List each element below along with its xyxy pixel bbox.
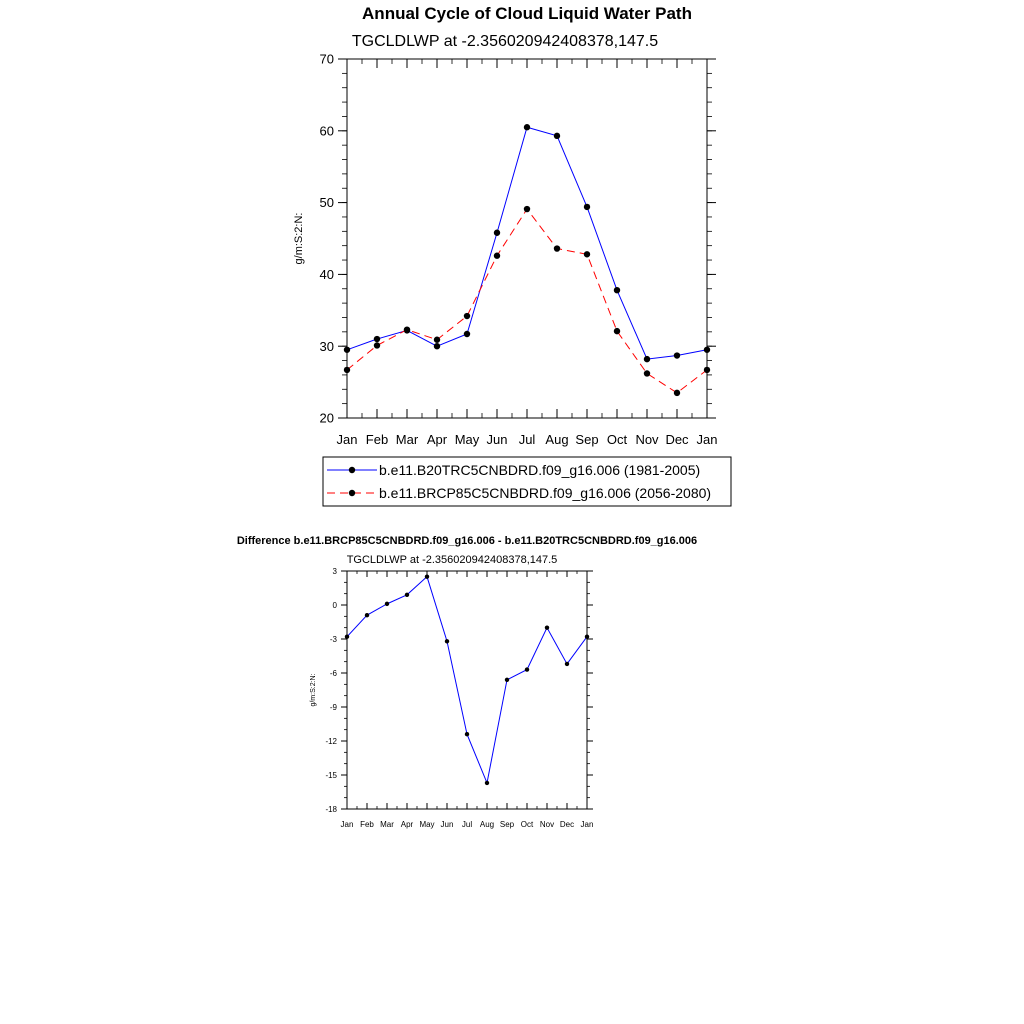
- data-point: [704, 367, 710, 373]
- data-point: [614, 287, 620, 293]
- data-point: [644, 356, 650, 362]
- data-point: [494, 230, 500, 236]
- data-point: [445, 639, 449, 643]
- x-tick-label: Jun: [486, 432, 508, 447]
- difference-chart: [310, 567, 593, 829]
- x-tick-label: Aug: [545, 432, 569, 447]
- x-tick-label: Feb: [360, 820, 374, 829]
- y-tick-label: 40: [319, 266, 334, 282]
- data-point: [554, 133, 560, 139]
- series-line-1: [347, 577, 587, 783]
- x-tick-label: Feb: [365, 432, 389, 447]
- annual-cycle-chart: [293, 52, 717, 447]
- data-point: [524, 206, 530, 212]
- y-tick-label: 3: [332, 566, 337, 576]
- data-point: [704, 347, 710, 353]
- x-tick-label: May: [419, 820, 435, 829]
- y-tick-label: -9: [329, 702, 337, 712]
- data-point: [644, 370, 650, 376]
- x-tick-label: Oct: [520, 820, 534, 829]
- data-point: [425, 574, 429, 578]
- data-point: [485, 781, 489, 785]
- data-point: [674, 390, 680, 396]
- x-tick-label: Sep: [575, 432, 599, 447]
- data-point: [434, 337, 440, 343]
- x-tick-label: Aug: [479, 820, 495, 829]
- data-point: [584, 251, 590, 257]
- y-tick-label: -18: [325, 804, 337, 814]
- data-point: [585, 635, 589, 639]
- y-tick-label: -6: [329, 668, 337, 678]
- data-point: [464, 331, 470, 337]
- x-tick-label: Oct: [606, 432, 628, 447]
- data-point: [405, 593, 409, 597]
- x-tick-label: Apr: [426, 432, 448, 447]
- data-point: [614, 328, 620, 334]
- main-chart-title: Annual Cycle of Cloud Liquid Water Path: [362, 4, 692, 23]
- data-point: [674, 352, 680, 358]
- plot-frame: [347, 59, 707, 418]
- y-tick-label: 0: [332, 600, 337, 610]
- y-tick-label: -15: [325, 770, 337, 780]
- legend-label-2: b.e11.BRCP85C5CNBDRD.f09_g16.006 (2056-2080): [379, 485, 712, 501]
- y-tick-label: 30: [319, 338, 334, 354]
- x-tick-label: May: [454, 432, 480, 447]
- legend-label-1: b.e11.B20TRC5CNBDRD.f09_g16.006 (1981-2005): [379, 462, 701, 478]
- y-tick-label: 70: [319, 51, 334, 67]
- data-point: [404, 326, 410, 332]
- data-point: [464, 313, 470, 319]
- data-point: [584, 204, 590, 210]
- data-point: [465, 732, 469, 736]
- x-tick-label: Sep: [499, 820, 515, 829]
- data-point: [344, 367, 350, 373]
- x-tick-label: Nov: [539, 820, 555, 829]
- data-point: [434, 343, 440, 349]
- data-point: [545, 625, 549, 629]
- data-point: [344, 347, 350, 353]
- series-line-1: [347, 127, 707, 359]
- y-tick-label: 50: [319, 195, 334, 211]
- y-tick-label: 60: [319, 123, 334, 139]
- difference-chart-title: Difference b.e11.BRCP85C5CNBDRD.f09_g16.006 - b.e11.B20TRC5CNBDRD.f09_g16.006: [236, 535, 698, 547]
- x-tick-label: Jul: [461, 820, 473, 829]
- x-tick-label: Jan: [336, 432, 358, 447]
- data-point: [365, 613, 369, 617]
- x-tick-label: Apr: [400, 820, 414, 829]
- data-point: [565, 662, 569, 666]
- x-tick-label: Nov: [635, 432, 659, 447]
- x-tick-label: Jan: [580, 820, 594, 829]
- data-point: [345, 635, 349, 639]
- legend: [323, 457, 731, 506]
- data-point: [524, 124, 530, 130]
- y-tick-label: -12: [325, 736, 337, 746]
- data-point: [374, 342, 380, 348]
- x-tick-label: Mar: [380, 820, 394, 829]
- x-tick-label: Jan: [696, 432, 718, 447]
- x-tick-label: Jun: [440, 820, 454, 829]
- data-point: [385, 602, 389, 606]
- x-tick-label: Jan: [340, 820, 354, 829]
- legend-marker-2: [349, 490, 355, 496]
- y-axis-label: g/m:S:2:N:: [310, 673, 317, 707]
- data-point: [554, 245, 560, 251]
- x-tick-label: Dec: [665, 432, 689, 447]
- data-point: [494, 253, 500, 259]
- y-tick-label: 20: [319, 410, 334, 426]
- x-tick-label: Jul: [518, 432, 536, 447]
- main-chart-subtitle: TGCLDLWP at -2.356020942408378,147.5: [351, 33, 659, 50]
- x-tick-label: Dec: [559, 820, 575, 829]
- data-point: [374, 336, 380, 342]
- y-tick-label: -3: [329, 634, 337, 644]
- series-line-2: [347, 209, 707, 393]
- x-tick-label: Mar: [395, 432, 419, 447]
- difference-chart-subtitle: TGCLDLWP at -2.356020942408378,147.5: [346, 554, 558, 566]
- legend-marker-1: [349, 467, 355, 473]
- y-axis-label: g/m:S:2:N:: [293, 212, 305, 265]
- data-point: [505, 678, 509, 682]
- data-point: [525, 667, 529, 671]
